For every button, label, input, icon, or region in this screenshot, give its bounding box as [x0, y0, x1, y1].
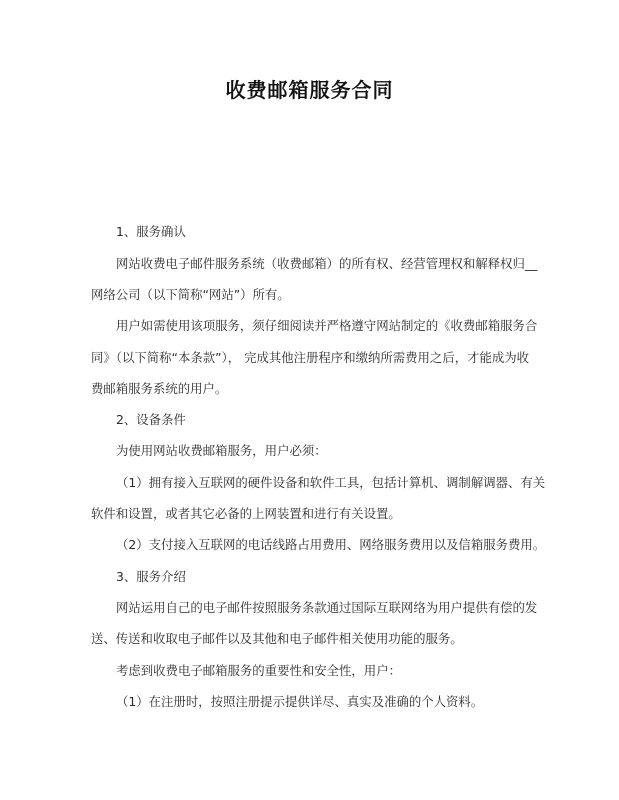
paragraph-line: 同》（以下简称“本条款”）， 完成其他注册程序和缴纳所需费用之后，才能成为收: [91, 350, 530, 365]
document-title: 收费邮箱服务合同: [225, 78, 394, 102]
paragraph-line: 网站收费电子邮件服务系统（收费邮箱）的所有权、经营管理权和解释权归__: [116, 256, 538, 271]
paragraph-line: 网站运用自己的电子邮件按照服务条款通过国际互联网络为用户提供有偿的发: [116, 600, 538, 615]
paragraph-line: 网络公司（以下简称“网站”）所有。: [91, 287, 290, 302]
paragraph-line: 考虑到收费电子邮箱服务的重要性和安全性，用户：: [116, 663, 401, 678]
paragraph-line: 费邮箱服务系统的用户。: [91, 381, 228, 396]
paragraph-line: 用户如需使用该项服务，须仔细阅读并严格遵守网站制定的《收费邮箱服务合: [116, 318, 538, 333]
paragraph-line: （1）拥有接入互联网的硬件设备和软件工具，包括计算机、调制解调器、有关: [116, 475, 546, 490]
section-heading-equipment-conditions: 2、设备条件: [116, 412, 186, 427]
section-heading-service-confirmation: 1、服务确认: [116, 224, 186, 239]
section-heading-service-introduction: 3、服务介绍: [116, 569, 186, 584]
paragraph-line: 为使用网站收费邮箱服务，用户必须：: [116, 443, 327, 458]
paragraph-line: （1）在注册时，按照注册提示提供详尽、真实及准确的个人资料。: [116, 694, 484, 709]
paragraph-line: （2）支付接入互联网的电话线路占用费用、网络服务费用以及信箱服务费用。: [116, 537, 546, 552]
paragraph-line: 送、传送和收取电子邮件以及其他和电子邮件相关使用功能的服务。: [91, 631, 463, 646]
paragraph-line: 软件和设置，或者其它必备的上网装置和进行有关设置。: [91, 506, 401, 521]
